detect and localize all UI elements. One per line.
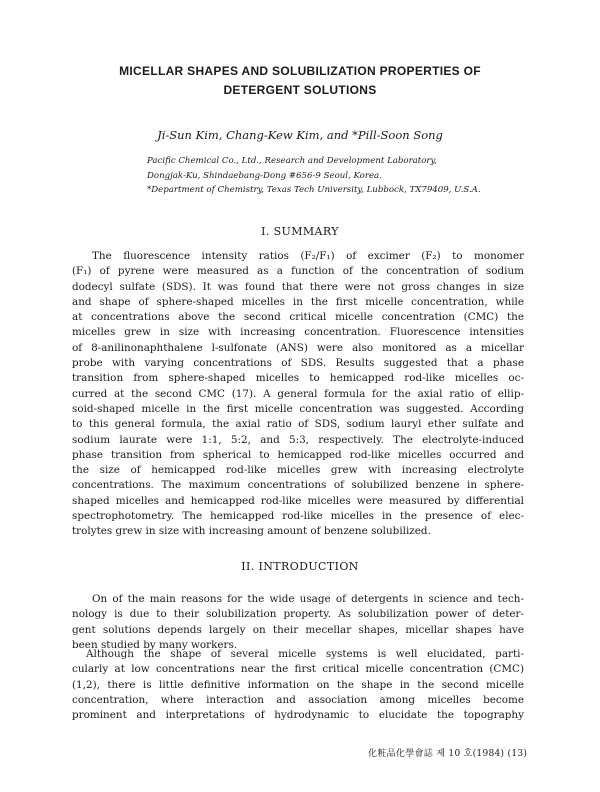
text-line: prominent and interpretations of hydrodynamic to elucidate the topography — [72, 709, 524, 722]
text-line: concentration, where interaction and association among micelles become — [72, 693, 524, 706]
text-line: and shape of sphere-shaped micelles in the first micelle concentration, while — [72, 295, 524, 308]
text-line: the size of hemicapped rod-like micelles grew with increasing electrolyte — [72, 464, 524, 477]
text-line: dodecyl sulfate (SDS). It was found that there were not gross changes in size — [72, 280, 524, 293]
text-line: On of the main reasons for the wide usage of detergents in science and tech- — [92, 593, 524, 605]
text-line: Although the shape of several micelle systems is well elucidated, parti- — [86, 648, 524, 660]
paper-title — [60, 62, 540, 100]
text-line: to this general formula, the axial ratio of SDS, sodium lauryl ether sulfate and — [72, 418, 524, 431]
text-line: curred at the second CMC (17). A general formula for the axial ratio of ellip- — [72, 387, 524, 400]
text-line: probe with varying concentrations of SDS. Results suggested that a phase — [72, 357, 524, 370]
text-line: transition from sphere-shaped micelles to hemicapped rod-like micelles oc- — [72, 372, 524, 385]
title-line: DETERGENT SOLUTIONS — [223, 83, 377, 97]
text-line: of 8-anilinonaphthalene l-sulfonate (ANS) were also monitored as a micellar — [72, 341, 524, 354]
text-line: cularly at low concentrations near the first critical micelle concentration (CMC) — [72, 663, 524, 676]
text-line: concentrations. The maximum concentrations of solubilized benzene in sphere- — [72, 479, 524, 492]
affiliations — [147, 154, 567, 198]
text-line: shaped micelles and hemicapped rod-like micelles were measured by differential — [72, 494, 524, 507]
text-line: sodium laurate were 1:1, 5:2, and 5:3, respectively. The electrolyte-induced — [72, 433, 524, 446]
affiliation-line: *Department of Chemistry, Texas Tech University, Lubbock, TX79409, U.S.A. — [147, 185, 481, 195]
affiliation-line: Pacific Chemical Co., Ltd., Research and Development Laboratory, — [147, 156, 437, 166]
summary-paragraph — [72, 249, 524, 540]
text-line: been studied by many workers. — [72, 638, 238, 651]
text-line: trolytes grew in size with increasing amount of benzene solubilized. — [72, 525, 431, 538]
intro-paragraph-1 — [72, 592, 524, 653]
author-list: Ji-Sun Kim, Chang-Kew Kim, and *Pill-Soon Song — [157, 128, 443, 142]
text-line: soid-shaped micelle in the first micelle concentration was suggested. According — [72, 402, 524, 415]
text-line: spectrophotometry. The hemicapped rod-like micelles in the presence of elec- — [72, 510, 524, 523]
text-line: nology is due to their solubilization property. As solubilization power of deter- — [72, 608, 524, 621]
text-line: (F₁) of pyrene were measured as a function of the concentration of sodium — [72, 265, 524, 278]
text-line: (1,2), there is little definitive information on the shape in the second micelle — [72, 678, 524, 691]
introduction-heading: II. INTRODUCTION — [241, 560, 359, 573]
title-line: MICELLAR SHAPES AND SOLUBILIZATION PROPERTIES OF — [119, 64, 481, 78]
text-line: at concentrations above the second critical micelle concentration (CMC) the — [72, 311, 524, 324]
intro-paragraph-2 — [72, 647, 524, 723]
affiliation-line: Dongjak-Ku, Shindaebang-Dong #656-9 Seoul, Korea. — [147, 170, 382, 181]
text-line: gent solutions depends largely on their mecellar shapes, micellar shapes have — [72, 623, 524, 636]
summary-heading: I. SUMMARY — [261, 225, 339, 238]
text-line: The fluorescence intensity ratios (F₂/F₁) of excimer (F₂) to monomer — [92, 250, 524, 262]
journal-footer: 化粧品化學會誌 제 10 호(1984) (13) — [368, 749, 528, 759]
text-line: phase transition from spherical to hemicapped rod-like micelles occurred and — [72, 448, 524, 461]
text-line: micelles grew in size with increasing concentration. Fluorescence intensities — [72, 326, 524, 339]
